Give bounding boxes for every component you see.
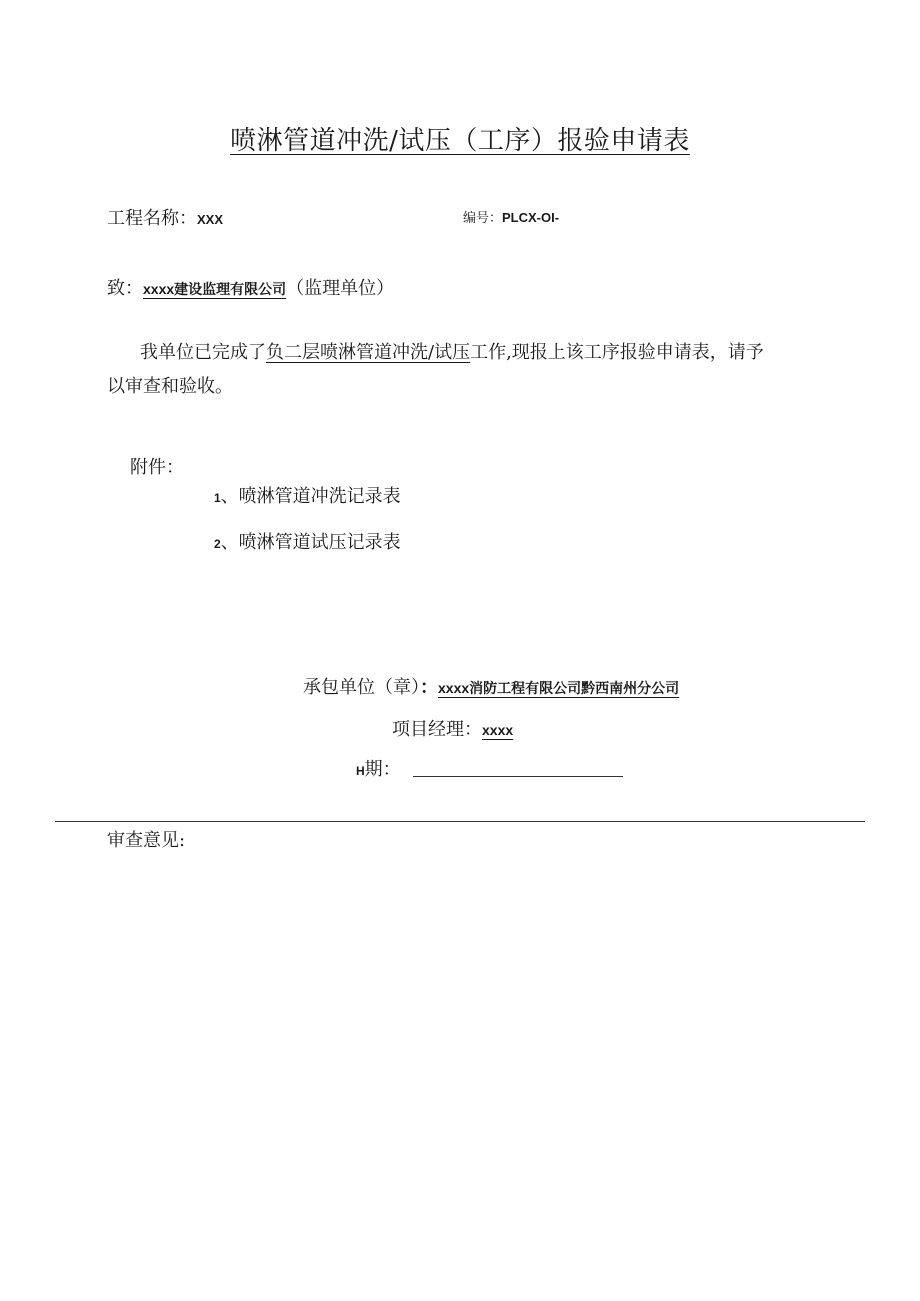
attachment-text: 、喷淋管道冲洗记录表 [220, 486, 401, 507]
contractor-colon: ： [420, 677, 438, 697]
body-line-1 [107, 336, 764, 370]
project-name-value: XXX [197, 212, 224, 227]
recipient-company: xxxx建设监理有限公司 [143, 281, 287, 297]
attachment-item [214, 482, 401, 508]
manager-label: 项目经理： [392, 719, 482, 740]
number-value: PLCX-OI- [502, 210, 560, 225]
review-label: 审查意见: [107, 830, 186, 851]
body-line1-rest: 工作,现报上该工序报验申请表，请予 [470, 342, 764, 363]
recipient-value [143, 278, 286, 299]
body-paragraph [107, 336, 764, 404]
section-divider [55, 821, 865, 822]
date-row [356, 755, 623, 781]
date-prefix: H [356, 764, 365, 778]
recipient-label: 致： [107, 278, 143, 299]
contractor-company: xxxx消防工程有限公司黔西南州分公司 [438, 680, 680, 696]
document-title: 喷淋管道冲洗/试压（工序）报验申请表 [230, 126, 690, 156]
attachment-number: 2 [214, 537, 221, 551]
attachment-item [214, 528, 401, 554]
contractor-row [303, 673, 679, 699]
attachment-text: 、喷淋管道试压记录表 [220, 532, 401, 553]
manager-row [392, 715, 513, 741]
contractor-value [438, 677, 679, 698]
attachments-label: 附件： [130, 457, 184, 478]
body-line-2: 以审查和验收。 [107, 376, 233, 397]
date-label: 期： [364, 759, 401, 780]
date-blank-line [413, 775, 623, 777]
manager-value: xxxx [482, 722, 514, 738]
attachment-number: 1 [214, 491, 221, 505]
body-prefix: 我单位已完成了 [140, 342, 266, 363]
body-underlined: 负二层喷淋管道冲洗/试压 [266, 342, 471, 363]
number-row [463, 207, 559, 226]
recipient-row [107, 274, 394, 300]
recipient-suffix: （监理单位） [286, 278, 395, 299]
project-name-label: 工程名称： [107, 208, 197, 229]
number-label: 编号： [463, 211, 503, 226]
project-name-row [107, 204, 223, 230]
contractor-label: 承包单位（章） [303, 677, 420, 698]
